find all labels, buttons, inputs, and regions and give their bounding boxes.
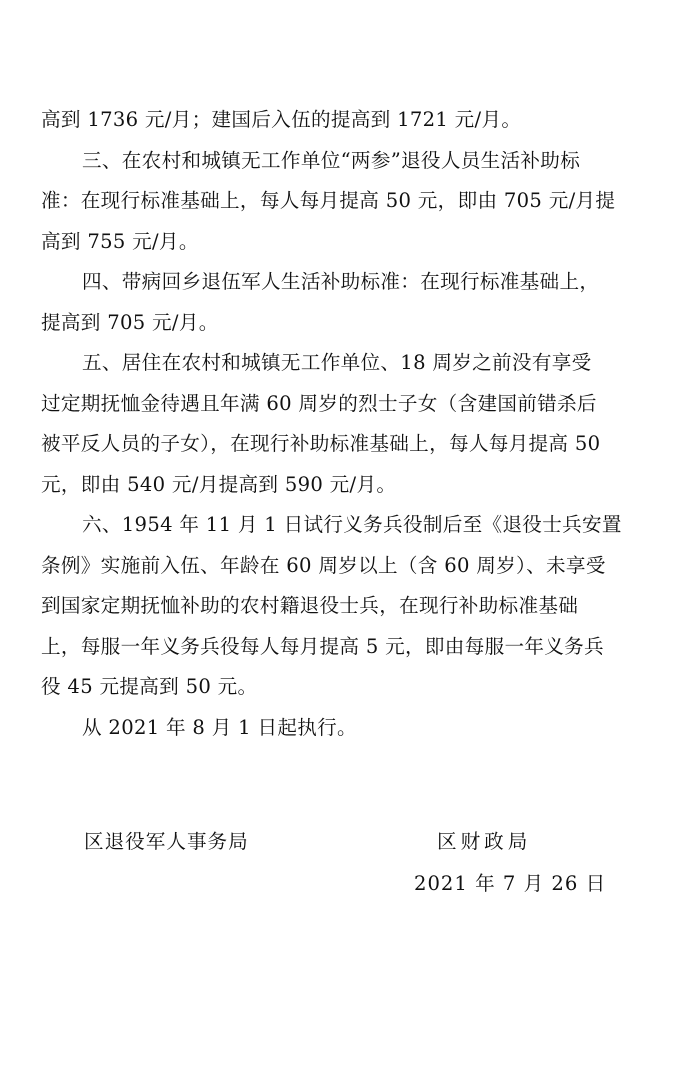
- text-line: 高到 1736 元/月；建国后入伍的提高到 1721 元/月。: [41, 108, 522, 131]
- text-line: 提高到 705 元/月。: [41, 310, 219, 334]
- document-body: [41, 100, 641, 748]
- text-line: 元，即由 540 元/月提高到 590 元/月。: [41, 472, 397, 496]
- text-line: 高到 755 元/月。: [41, 229, 199, 253]
- text-line: 从 2021 年 8 月 1 日起执行。: [82, 715, 357, 739]
- text-line: 三、在农村和城镇无工作单位“两参”退役人员生活补助标: [82, 148, 581, 172]
- text-line: 六、1954 年 11 月 1 日试行义务兵役制后至《退役士兵安置: [82, 513, 622, 536]
- text-line: 到国家定期抚恤补助的农村籍退役士兵，在现行补助标准基础: [41, 594, 579, 617]
- text-line: 被平反人员的子女），在现行补助标准基础上，每人每月提高 50: [41, 432, 601, 455]
- text-line: 准：在现行标准基础上，每人每月提高 50 元，即由 705 元/月提: [41, 189, 616, 212]
- text-line: 役 45 元提高到 50 元。: [41, 675, 258, 698]
- signature-right-org: 区财政局: [437, 830, 532, 853]
- signature-left-org: 区退役军人事务局: [84, 830, 249, 853]
- text-line: 条例》实施前入伍、年龄在 60 周岁以上（含 60 周岁）、未享受: [41, 553, 606, 577]
- text-line: 上，每服一年义务兵役每人每月提高 5 元，即由每服一年义务兵: [41, 634, 604, 658]
- text-line: 过定期抚恤金待遇且年满 60 周岁的烈士子女（含建国前错杀后: [41, 391, 597, 415]
- signature-date: 2021 年 7 月 26 日: [414, 872, 607, 895]
- text-line: 五、居住在农村和城镇无工作单位、18 周岁之前没有享受: [82, 351, 592, 374]
- text-line: 四、带病回乡退伍军人生活补助标准：在现行标准基础上，: [82, 270, 600, 293]
